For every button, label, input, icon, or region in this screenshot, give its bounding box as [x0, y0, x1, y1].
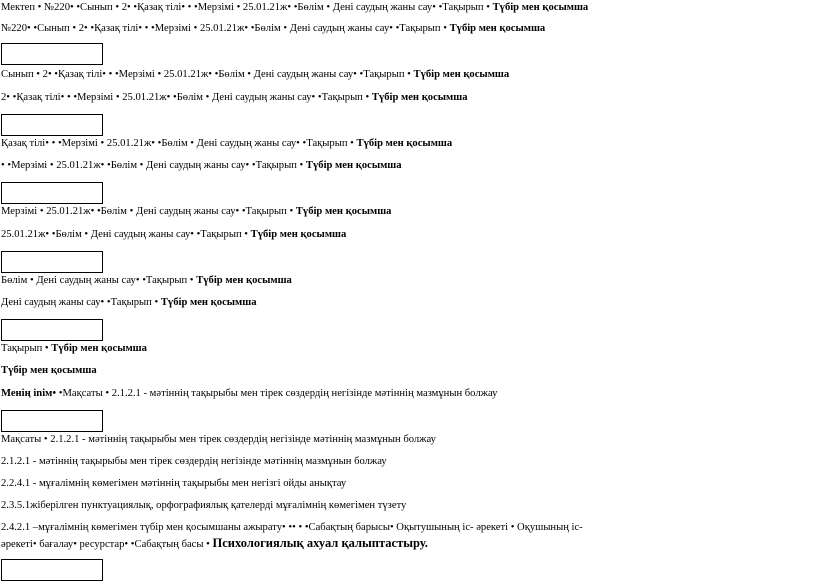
text-line-11: Тақырып • Түбір мен қосымша — [1, 343, 147, 354]
text-line-17: 2.3.5.1жіберілген пунктуациялық, орфографиялық қателерді мұғалімнің көмегімен түзету — [1, 500, 407, 511]
empty-field-box — [1, 410, 103, 432]
text-line-5: Қазақ тілі• • •Мерзімі • 25.01.21ж• •Бөлім • Дені саудың жаны сау• •Тақырып • Түбір мен қосымша — [1, 138, 453, 149]
empty-field-box — [1, 114, 103, 136]
text-line-19: әрекеті• бағалау• ресурстар• •Сабақтың басы • Психологиялық ахуал қалыптастыру. — [1, 536, 428, 550]
text-line-14: Мақсаты • 2.1.2.1 - мәтіннің тақырыбы мен тірек сөздердің негізінде мәтіннің мазмұнын болжау — [1, 434, 436, 445]
text-line-8: 25.01.21ж• •Бөлім • Дені саудың жаны сау• •Тақырып • Түбір мен қосымша — [1, 229, 347, 240]
text-line-12: Түбір мен қосымша — [1, 365, 97, 376]
text-line-9: Бөлім • Дені саудың жаны сау• •Тақырып • Түбір мен қосымша — [1, 275, 292, 286]
empty-field-box — [1, 251, 103, 273]
text-line-1: Мектеп • №220• •Сынып • 2• •Қазақ тілі• • •Мерзімі • 25.01.21ж• •Бөлім • Дені саудың жаны сау• •Тақырып • Түбір мен қосымша — [1, 2, 589, 13]
empty-field-box — [1, 559, 103, 581]
text-line-3: Сынып • 2• •Қазақ тілі• • •Мерзімі • 25.01.21ж• •Бөлім • Дені саудың жаны сау• •Тақырып • Түбір мен қосымша — [1, 69, 510, 80]
text-line-16: 2.2.4.1 - мұғалімнің көмегімен мәтіннің тақырыбы мен негізгі ойды анықтау — [1, 478, 347, 489]
text-line-4: 2• •Қазақ тілі• • •Мерзімі • 25.01.21ж• •Бөлім • Дені саудың жаны сау• •Тақырып • Түбір мен қосымша — [1, 92, 468, 103]
text-line-10: Дені саудың жаны сау• •Тақырып • Түбір мен қосымша — [1, 297, 257, 308]
text-line-13: Менің іnім• •Мақсаты • 2.1.2.1 - мәтіннің тақырыбы мен тірек сөздердің негізінде мәтіннің мазмұнын болжау — [1, 388, 498, 399]
text-line-2: №220• •Сынып • 2• •Қазақ тілі• • •Мерзімі • 25.01.21ж• •Бөлім • Дені саудың жаны сау• •Тақырып • Түбір мен қосымша — [1, 23, 546, 34]
text-line-6: • •Мерзімі • 25.01.21ж• •Бөлім • Дені саудың жаны сау• •Тақырып • Түбір мен қосымша — [1, 160, 402, 171]
text-line-18: 2.4.2.1 –мұғалімнің көмегімен түбір мен қосымшаны ажырату• •• • •Сабақтың барысы• Оқытушының іс- әрекеті • Оқушының іс- — [1, 522, 583, 533]
empty-field-box — [1, 43, 103, 65]
text-line-15: 2.1.2.1 - мәтіннің тақырыбы мен тірек сөздердің негізінде мәтіннің мазмұнын болжау — [1, 456, 387, 467]
text-line-7: Мерзімі • 25.01.21ж• •Бөлім • Дені саудың жаны сау• •Тақырып • Түбір мен қосымша — [1, 206, 392, 217]
empty-field-box — [1, 319, 103, 341]
empty-field-box — [1, 182, 103, 204]
